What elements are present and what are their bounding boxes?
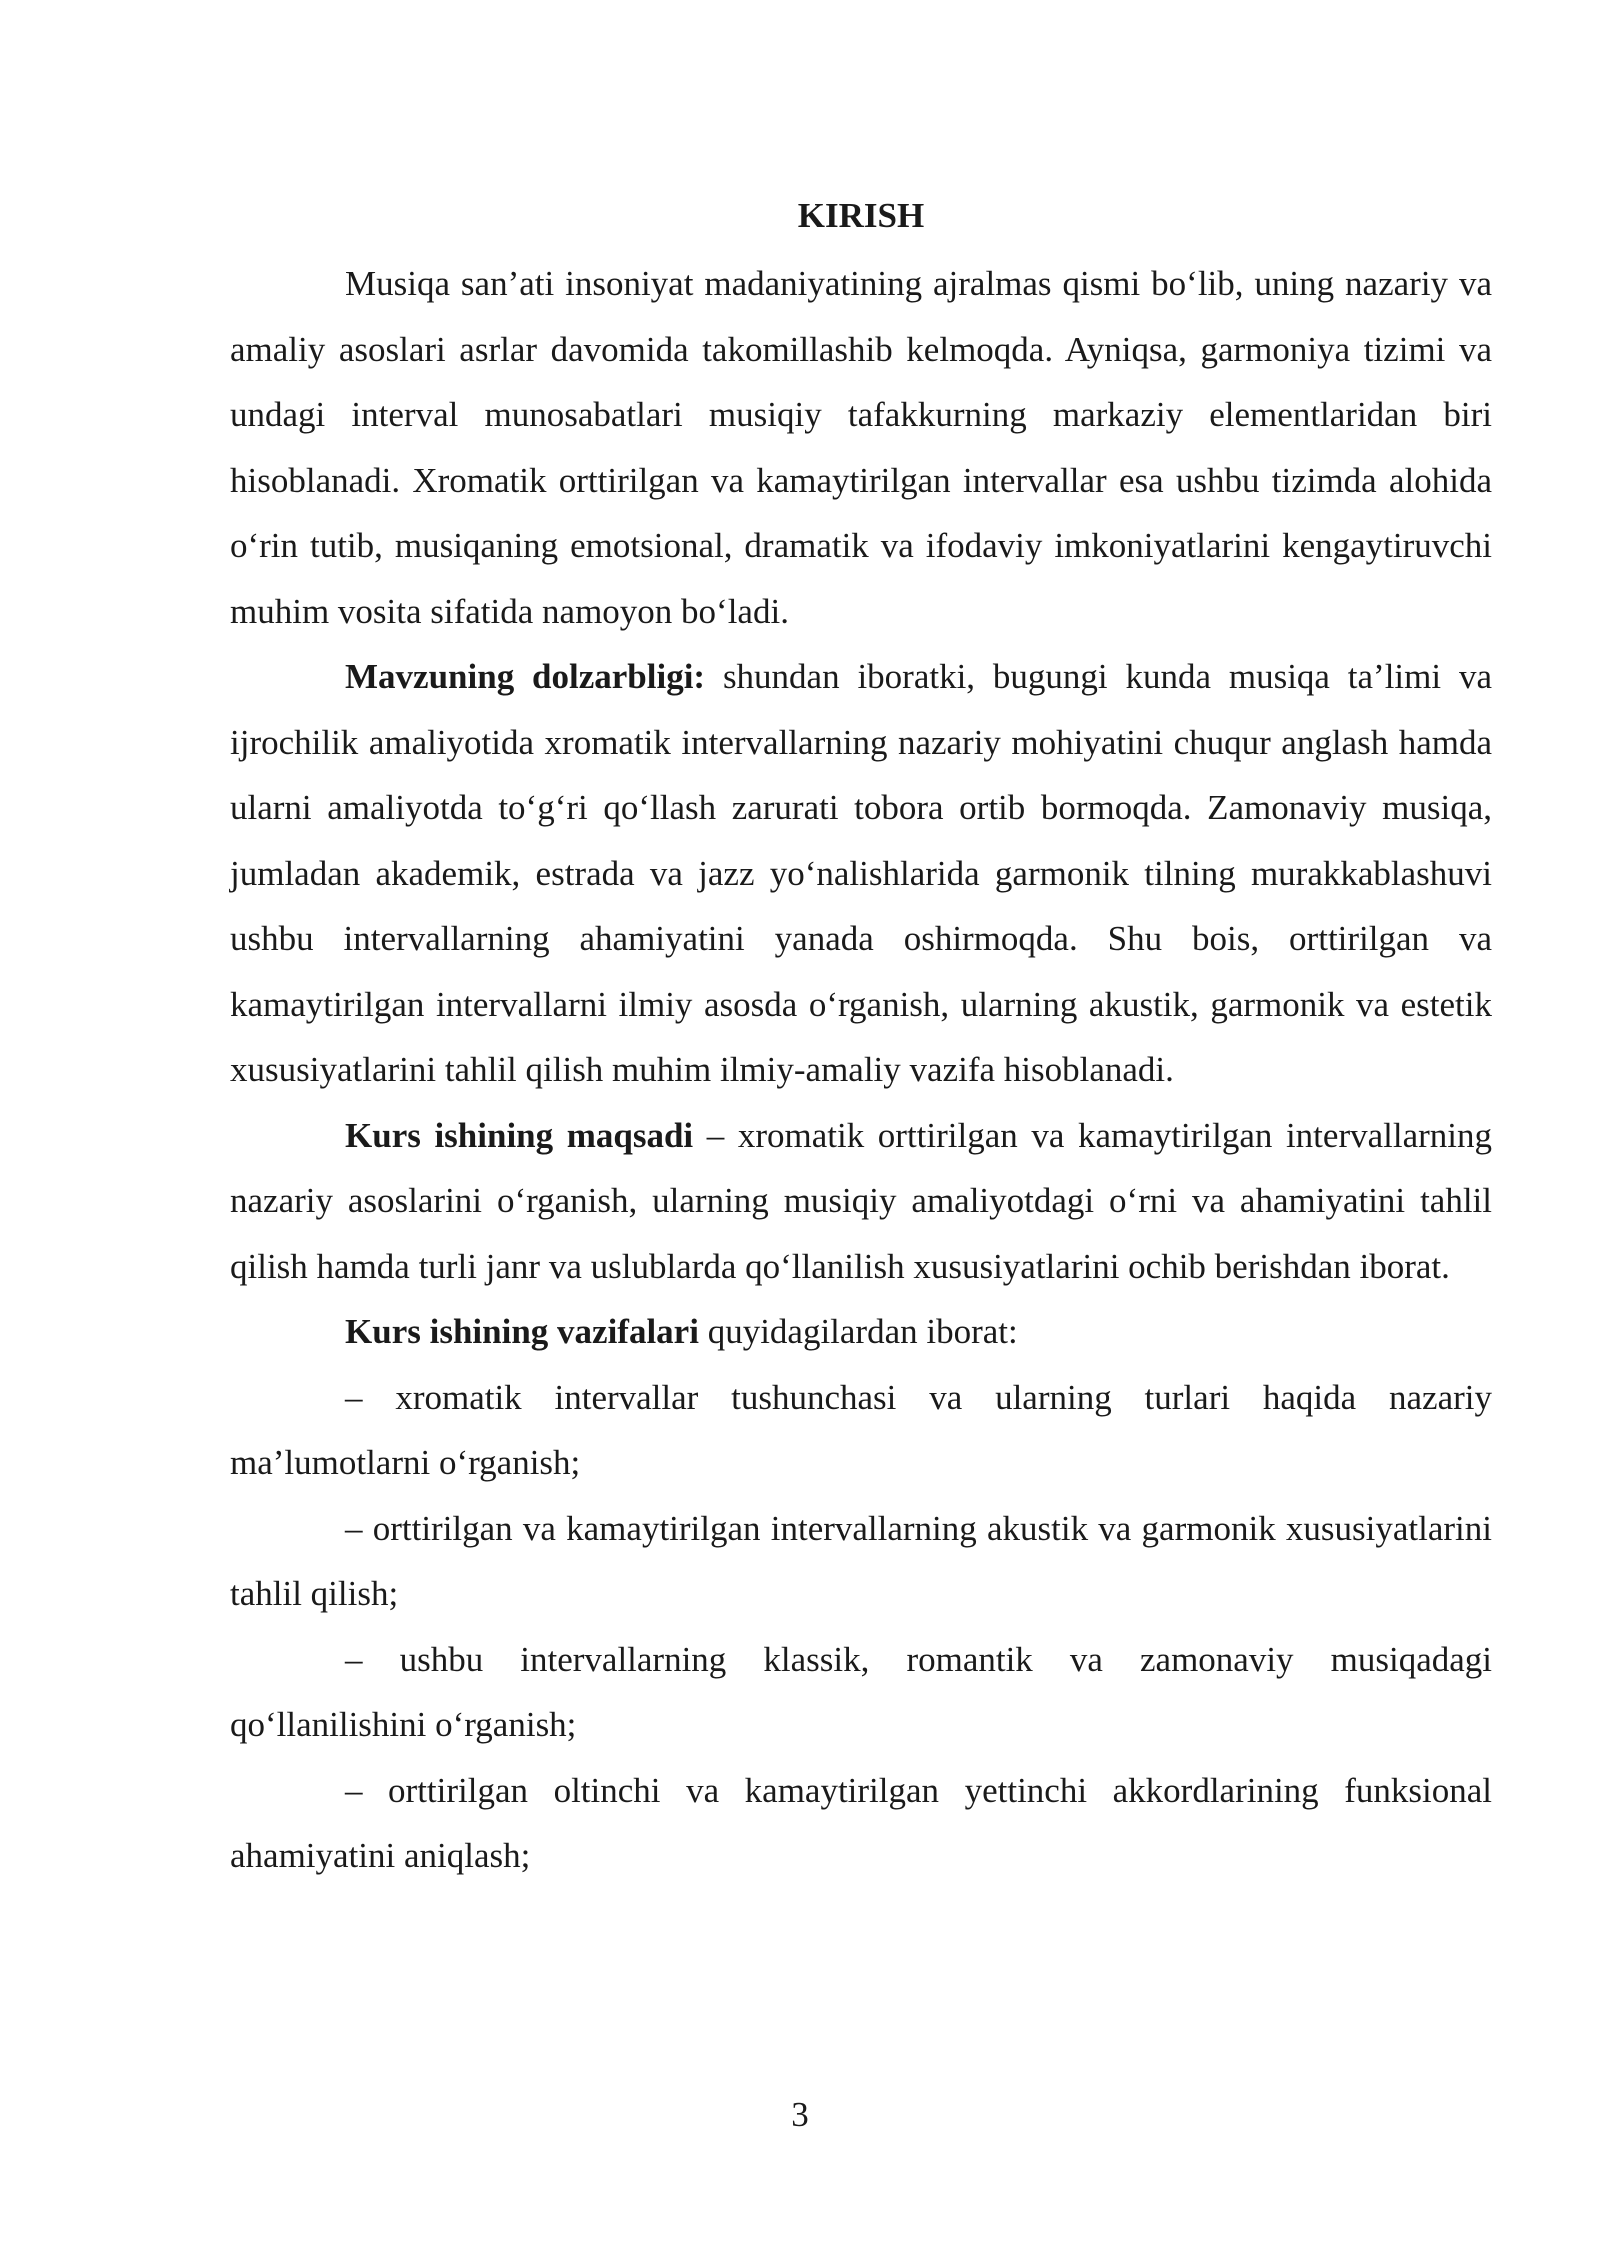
page-number: 3 <box>791 2095 809 2134</box>
list-item-text: – ushbu intervallarning klassik, romantik va zamonaviy musiqadagi qo‘llanilishini o‘rganish; <box>230 1639 1492 1744</box>
paragraph-text: shundan iboratki, bugungi kunda musiqa ta’limi va ijrochilik amaliyotida xromatik intervallarning nazariy mohiyatini chuqur anglash hamda ularni amaliyotda to‘g‘ri qo‘llash zarurati tobora ortib bormoqda. Zamonaviy musiqa, jumladan akademik, estrada va jazz yo‘nalishlarida garmonik tilning murakkablashuvi ushbu intervallarning ahamiyatini yanada oshirmoqda. Shu bois, orttirilgan va kamaytirilgan intervallarni ilmiy asosda o‘rganish, ularning akustik, garmonik va estetik xususiyatlarini tahlil qilish muhim ilmiy-amaliy vazifa hisoblanadi. <box>230 657 1492 1089</box>
paragraph-bold-lead: Kurs ishining vazifalari <box>345 1312 699 1351</box>
list-item-text: – orttirilgan oltinchi va kamaytirilgan yettinchi akkordlarining funksional ahamiyatini aniqlash; <box>230 1770 1492 1875</box>
task-list-item <box>230 1627 1492 1758</box>
goal-paragraph <box>230 1103 1492 1300</box>
task-list-item <box>230 1758 1492 1889</box>
relevance-paragraph <box>230 644 1492 1103</box>
intro-paragraph <box>230 251 1492 644</box>
list-item-text: – orttirilgan va kamaytirilgan intervallarning akustik va garmonik xususiyatlarini tahlil qilish; <box>230 1508 1492 1613</box>
tasks-paragraph <box>230 1299 1492 1365</box>
paragraph-text: quyidagilardan iborat: <box>698 1312 1018 1351</box>
section-heading: KIRISH <box>797 196 925 235</box>
paragraph-bold-lead: Kurs ishining maqsadi <box>345 1115 694 1155</box>
paragraph-text: – xromatik orttirilgan va kamaytirilgan intervallarning nazariy asoslarini o‘rganish, ularning musiqiy amaliyotdagi o‘rni va ahamiyatini tahlil qilish hamda turli janr va uslublarda qo‘llanilish xususiyatlarini ochib berishdan iborat. <box>230 1115 1492 1286</box>
task-list-item <box>230 1496 1492 1627</box>
page-content <box>230 186 1492 1889</box>
paragraph-bold-lead: Mavzuning dolzarbligi: <box>345 657 706 696</box>
list-item-text: – xromatik intervallar tushunchasi va ularning turlari haqida nazariy ma’lumotlarni o‘rganish; <box>230 1377 1492 1482</box>
task-list-item <box>230 1365 1492 1496</box>
paragraph-text: Musiqa san’ati insoniyat madaniyatining ajralmas qismi bo‘lib, uning nazariy va amaliy asoslari asrlar davomida takomillashib kelmoqda. Ayniqsa, garmoniya tizimi va undagi interval munosabatlari musiqiy tafakkurning markaziy elementlaridan biri hisoblanadi. Xromatik orttirilgan va kamaytirilgan intervallar esa ushbu tizimda alohida o‘rin tutib, musiqaning emotsional, dramatik va ifodaviy imkoniyatlarini kengaytiruvchi muhim vosita sifatida namoyon bo‘ladi. <box>230 264 1492 631</box>
